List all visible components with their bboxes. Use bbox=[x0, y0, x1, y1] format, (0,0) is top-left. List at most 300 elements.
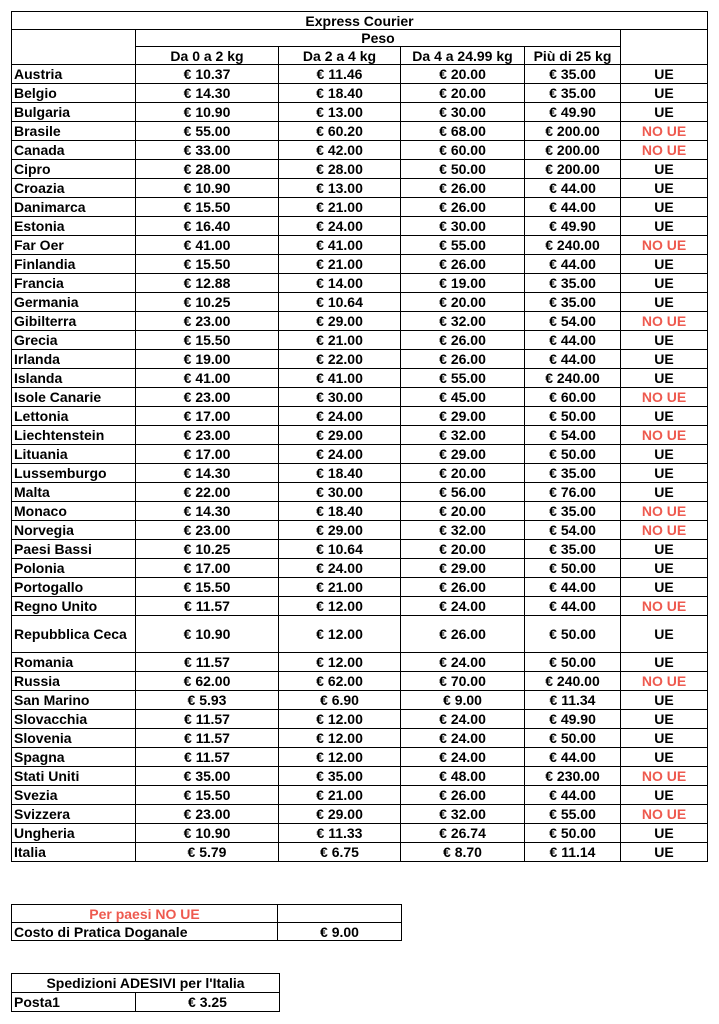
price-0-2kg-cell: € 10.37 bbox=[136, 65, 279, 84]
country-cell: Slovacchia bbox=[12, 710, 136, 729]
sticker-shipping-table bbox=[11, 973, 280, 1012]
price-over-25kg-cell: € 76.00 bbox=[525, 483, 621, 502]
country-header-blank bbox=[12, 30, 136, 65]
price-4-25kg-cell: € 29.00 bbox=[401, 559, 525, 578]
table-row bbox=[12, 255, 708, 274]
price-2-4kg-cell: € 6.75 bbox=[279, 843, 401, 862]
price-4-25kg-cell: € 9.00 bbox=[401, 691, 525, 710]
price-0-2kg-cell: € 22.00 bbox=[136, 483, 279, 502]
country-cell: Paesi Bassi bbox=[12, 540, 136, 559]
customs-value: € 9.00 bbox=[278, 923, 402, 941]
price-over-25kg-cell: € 44.00 bbox=[525, 350, 621, 369]
table-row bbox=[12, 445, 708, 464]
price-over-25kg-cell: € 49.90 bbox=[525, 103, 621, 122]
table-row bbox=[12, 160, 708, 179]
table-row bbox=[12, 198, 708, 217]
zone-cell: UE bbox=[621, 691, 708, 710]
country-cell: Italia bbox=[12, 843, 136, 862]
price-2-4kg-cell: € 18.40 bbox=[279, 502, 401, 521]
price-over-25kg-cell: € 35.00 bbox=[525, 293, 621, 312]
price-2-4kg-cell: € 29.00 bbox=[279, 426, 401, 445]
table-row bbox=[12, 767, 708, 786]
table-row bbox=[12, 559, 708, 578]
table-row bbox=[12, 426, 708, 445]
stickers-value: € 3.25 bbox=[136, 993, 280, 1012]
zone-cell: NO UE bbox=[621, 767, 708, 786]
table-row bbox=[12, 483, 708, 502]
price-4-25kg-cell: € 26.00 bbox=[401, 198, 525, 217]
price-4-25kg-cell: € 26.00 bbox=[401, 255, 525, 274]
price-2-4kg-cell: € 12.00 bbox=[279, 710, 401, 729]
price-4-25kg-cell: € 26.00 bbox=[401, 578, 525, 597]
price-over-25kg-cell: € 50.00 bbox=[525, 559, 621, 578]
price-over-25kg-cell: € 55.00 bbox=[525, 805, 621, 824]
price-over-25kg-cell: € 200.00 bbox=[525, 141, 621, 160]
price-2-4kg-cell: € 14.00 bbox=[279, 274, 401, 293]
table-row bbox=[12, 84, 708, 103]
table-row bbox=[12, 748, 708, 767]
price-2-4kg-cell: € 41.00 bbox=[279, 236, 401, 255]
price-over-25kg-cell: € 35.00 bbox=[525, 274, 621, 293]
table-row bbox=[12, 350, 708, 369]
price-over-25kg-cell: € 11.14 bbox=[525, 843, 621, 862]
table-row bbox=[12, 122, 708, 141]
country-cell: Portogallo bbox=[12, 578, 136, 597]
country-cell: Monaco bbox=[12, 502, 136, 521]
price-4-25kg-cell: € 50.00 bbox=[401, 160, 525, 179]
price-2-4kg-cell: € 24.00 bbox=[279, 217, 401, 236]
country-cell: Russia bbox=[12, 672, 136, 691]
zone-cell: UE bbox=[621, 616, 708, 653]
country-cell: Austria bbox=[12, 65, 136, 84]
country-cell: Estonia bbox=[12, 217, 136, 236]
price-2-4kg-cell: € 24.00 bbox=[279, 559, 401, 578]
price-4-25kg-cell: € 48.00 bbox=[401, 767, 525, 786]
zone-cell: UE bbox=[621, 217, 708, 236]
price-over-25kg-cell: € 44.00 bbox=[525, 179, 621, 198]
price-0-2kg-cell: € 23.00 bbox=[136, 312, 279, 331]
zone-cell: UE bbox=[621, 748, 708, 767]
price-over-25kg-cell: € 44.00 bbox=[525, 578, 621, 597]
price-2-4kg-cell: € 11.46 bbox=[279, 65, 401, 84]
zone-cell: UE bbox=[621, 653, 708, 672]
price-2-4kg-cell: € 42.00 bbox=[279, 141, 401, 160]
zone-cell: NO UE bbox=[621, 502, 708, 521]
price-0-2kg-cell: € 10.25 bbox=[136, 293, 279, 312]
table-row bbox=[12, 293, 708, 312]
price-4-25kg-cell: € 20.00 bbox=[401, 84, 525, 103]
table-row bbox=[12, 843, 708, 862]
price-2-4kg-cell: € 12.00 bbox=[279, 653, 401, 672]
table-row bbox=[12, 369, 708, 388]
zone-cell: UE bbox=[621, 331, 708, 350]
column-header-over-25kg: Più di 25 kg bbox=[525, 47, 621, 65]
price-4-25kg-cell: € 20.00 bbox=[401, 464, 525, 483]
zone-cell: NO UE bbox=[621, 426, 708, 445]
table-row bbox=[12, 388, 708, 407]
price-2-4kg-cell: € 29.00 bbox=[279, 521, 401, 540]
price-2-4kg-cell: € 21.00 bbox=[279, 786, 401, 805]
country-cell: Slovenia bbox=[12, 729, 136, 748]
price-0-2kg-cell: € 15.50 bbox=[136, 786, 279, 805]
zone-cell: UE bbox=[621, 369, 708, 388]
price-2-4kg-cell: € 6.90 bbox=[279, 691, 401, 710]
price-2-4kg-cell: € 41.00 bbox=[279, 369, 401, 388]
price-0-2kg-cell: € 10.25 bbox=[136, 540, 279, 559]
price-2-4kg-cell: € 24.00 bbox=[279, 407, 401, 426]
price-0-2kg-cell: € 10.90 bbox=[136, 824, 279, 843]
table-row bbox=[12, 464, 708, 483]
country-cell: Isole Canarie bbox=[12, 388, 136, 407]
price-0-2kg-cell: € 11.57 bbox=[136, 748, 279, 767]
price-0-2kg-cell: € 11.57 bbox=[136, 710, 279, 729]
table-row bbox=[12, 691, 708, 710]
price-0-2kg-cell: € 5.93 bbox=[136, 691, 279, 710]
price-2-4kg-cell: € 21.00 bbox=[279, 255, 401, 274]
zone-cell: UE bbox=[621, 824, 708, 843]
price-0-2kg-cell: € 14.30 bbox=[136, 464, 279, 483]
price-0-2kg-cell: € 12.88 bbox=[136, 274, 279, 293]
price-0-2kg-cell: € 14.30 bbox=[136, 84, 279, 103]
country-cell: Finlandia bbox=[12, 255, 136, 274]
country-cell: Spagna bbox=[12, 748, 136, 767]
price-2-4kg-cell: € 13.00 bbox=[279, 179, 401, 198]
price-over-25kg-cell: € 44.00 bbox=[525, 786, 621, 805]
zone-cell: UE bbox=[621, 786, 708, 805]
price-4-25kg-cell: € 32.00 bbox=[401, 521, 525, 540]
price-over-25kg-cell: € 50.00 bbox=[525, 729, 621, 748]
zone-cell: NO UE bbox=[621, 388, 708, 407]
price-4-25kg-cell: € 68.00 bbox=[401, 122, 525, 141]
zone-cell: NO UE bbox=[621, 521, 708, 540]
price-4-25kg-cell: € 26.00 bbox=[401, 786, 525, 805]
price-over-25kg-cell: € 50.00 bbox=[525, 824, 621, 843]
country-cell: Polonia bbox=[12, 559, 136, 578]
price-over-25kg-cell: € 44.00 bbox=[525, 255, 621, 274]
table-row bbox=[12, 710, 708, 729]
price-2-4kg-cell: € 28.00 bbox=[279, 160, 401, 179]
country-cell: Danimarca bbox=[12, 198, 136, 217]
country-cell: Lussemburgo bbox=[12, 464, 136, 483]
table-row bbox=[12, 274, 708, 293]
price-0-2kg-cell: € 11.57 bbox=[136, 597, 279, 616]
price-over-25kg-cell: € 49.90 bbox=[525, 710, 621, 729]
price-4-25kg-cell: € 24.00 bbox=[401, 748, 525, 767]
express-courier-table bbox=[11, 11, 708, 862]
price-4-25kg-cell: € 26.74 bbox=[401, 824, 525, 843]
price-0-2kg-cell: € 15.50 bbox=[136, 198, 279, 217]
price-2-4kg-cell: € 24.00 bbox=[279, 445, 401, 464]
price-4-25kg-cell: € 26.00 bbox=[401, 350, 525, 369]
price-2-4kg-cell: € 30.00 bbox=[279, 483, 401, 502]
country-cell: Bulgaria bbox=[12, 103, 136, 122]
price-2-4kg-cell: € 35.00 bbox=[279, 767, 401, 786]
table-row bbox=[12, 407, 708, 426]
table-row bbox=[12, 236, 708, 255]
country-cell: Germania bbox=[12, 293, 136, 312]
country-cell: Gibilterra bbox=[12, 312, 136, 331]
country-cell: Francia bbox=[12, 274, 136, 293]
price-over-25kg-cell: € 200.00 bbox=[525, 160, 621, 179]
price-2-4kg-cell: € 11.33 bbox=[279, 824, 401, 843]
column-header-4-25kg: Da 4 a 24.99 kg bbox=[401, 47, 525, 65]
zone-cell: UE bbox=[621, 84, 708, 103]
country-cell: Lituania bbox=[12, 445, 136, 464]
price-4-25kg-cell: € 55.00 bbox=[401, 236, 525, 255]
price-over-25kg-cell: € 240.00 bbox=[525, 369, 621, 388]
price-4-25kg-cell: € 30.00 bbox=[401, 217, 525, 236]
zone-cell: NO UE bbox=[621, 312, 708, 331]
price-4-25kg-cell: € 60.00 bbox=[401, 141, 525, 160]
price-0-2kg-cell: € 23.00 bbox=[136, 426, 279, 445]
price-0-2kg-cell: € 5.79 bbox=[136, 843, 279, 862]
country-cell: Stati Uniti bbox=[12, 767, 136, 786]
price-4-25kg-cell: € 56.00 bbox=[401, 483, 525, 502]
zone-cell: UE bbox=[621, 578, 708, 597]
price-over-25kg-cell: € 35.00 bbox=[525, 84, 621, 103]
zone-cell: NO UE bbox=[621, 122, 708, 141]
price-over-25kg-cell: € 50.00 bbox=[525, 653, 621, 672]
price-2-4kg-cell: € 62.00 bbox=[279, 672, 401, 691]
country-cell: Cipro bbox=[12, 160, 136, 179]
country-cell: San Marino bbox=[12, 691, 136, 710]
table-row bbox=[12, 65, 708, 84]
table-row bbox=[12, 805, 708, 824]
stickers-label: Posta1 bbox=[12, 993, 136, 1012]
table-row bbox=[12, 578, 708, 597]
price-0-2kg-cell: € 10.90 bbox=[136, 103, 279, 122]
country-cell: Croazia bbox=[12, 179, 136, 198]
price-over-25kg-cell: € 50.00 bbox=[525, 616, 621, 653]
zone-cell: UE bbox=[621, 559, 708, 578]
price-2-4kg-cell: € 29.00 bbox=[279, 312, 401, 331]
price-4-25kg-cell: € 24.00 bbox=[401, 597, 525, 616]
country-cell: Brasile bbox=[12, 122, 136, 141]
price-over-25kg-cell: € 44.00 bbox=[525, 597, 621, 616]
price-0-2kg-cell: € 33.00 bbox=[136, 141, 279, 160]
country-cell: Svezia bbox=[12, 786, 136, 805]
table-title: Express Courier bbox=[12, 12, 708, 30]
table-row bbox=[12, 217, 708, 236]
price-4-25kg-cell: € 32.00 bbox=[401, 426, 525, 445]
country-cell: Irlanda bbox=[12, 350, 136, 369]
price-2-4kg-cell: € 18.40 bbox=[279, 464, 401, 483]
price-over-25kg-cell: € 230.00 bbox=[525, 767, 621, 786]
price-2-4kg-cell: € 22.00 bbox=[279, 350, 401, 369]
price-0-2kg-cell: € 62.00 bbox=[136, 672, 279, 691]
country-cell: Repubblica Ceca bbox=[12, 616, 136, 653]
country-cell: Belgio bbox=[12, 84, 136, 103]
price-over-25kg-cell: € 11.34 bbox=[525, 691, 621, 710]
price-0-2kg-cell: € 15.50 bbox=[136, 331, 279, 350]
price-4-25kg-cell: € 26.00 bbox=[401, 179, 525, 198]
price-2-4kg-cell: € 10.64 bbox=[279, 293, 401, 312]
price-0-2kg-cell: € 35.00 bbox=[136, 767, 279, 786]
price-over-25kg-cell: € 49.90 bbox=[525, 217, 621, 236]
price-4-25kg-cell: € 20.00 bbox=[401, 540, 525, 559]
price-4-25kg-cell: € 19.00 bbox=[401, 274, 525, 293]
price-2-4kg-cell: € 21.00 bbox=[279, 198, 401, 217]
price-over-25kg-cell: € 200.00 bbox=[525, 122, 621, 141]
price-4-25kg-cell: € 29.00 bbox=[401, 445, 525, 464]
customs-fee-table bbox=[11, 904, 402, 941]
zone-cell: UE bbox=[621, 255, 708, 274]
price-4-25kg-cell: € 70.00 bbox=[401, 672, 525, 691]
price-0-2kg-cell: € 19.00 bbox=[136, 350, 279, 369]
price-0-2kg-cell: € 14.30 bbox=[136, 502, 279, 521]
price-over-25kg-cell: € 50.00 bbox=[525, 445, 621, 464]
price-2-4kg-cell: € 12.00 bbox=[279, 748, 401, 767]
table-row bbox=[12, 312, 708, 331]
zone-cell: UE bbox=[621, 198, 708, 217]
weight-header: Peso bbox=[136, 30, 621, 47]
zone-cell: UE bbox=[621, 350, 708, 369]
price-over-25kg-cell: € 60.00 bbox=[525, 388, 621, 407]
price-over-25kg-cell: € 54.00 bbox=[525, 312, 621, 331]
country-cell: Islanda bbox=[12, 369, 136, 388]
price-4-25kg-cell: € 24.00 bbox=[401, 710, 525, 729]
price-over-25kg-cell: € 54.00 bbox=[525, 426, 621, 445]
zone-cell: UE bbox=[621, 179, 708, 198]
price-0-2kg-cell: € 17.00 bbox=[136, 445, 279, 464]
price-4-25kg-cell: € 26.00 bbox=[401, 616, 525, 653]
customs-heading: Per paesi NO UE bbox=[12, 905, 278, 923]
price-4-25kg-cell: € 20.00 bbox=[401, 502, 525, 521]
table-row bbox=[12, 786, 708, 805]
price-0-2kg-cell: € 11.57 bbox=[136, 729, 279, 748]
price-0-2kg-cell: € 41.00 bbox=[136, 236, 279, 255]
price-4-25kg-cell: € 20.00 bbox=[401, 293, 525, 312]
zone-cell: NO UE bbox=[621, 672, 708, 691]
zone-cell: UE bbox=[621, 464, 708, 483]
zone-cell: NO UE bbox=[621, 141, 708, 160]
zone-cell: NO UE bbox=[621, 236, 708, 255]
column-header-0-2kg: Da 0 a 2 kg bbox=[136, 47, 279, 65]
table-row bbox=[12, 597, 708, 616]
price-0-2kg-cell: € 23.00 bbox=[136, 388, 279, 407]
zone-cell: UE bbox=[621, 445, 708, 464]
price-2-4kg-cell: € 29.00 bbox=[279, 805, 401, 824]
price-2-4kg-cell: € 12.00 bbox=[279, 616, 401, 653]
zone-header-blank bbox=[621, 30, 708, 65]
table-row bbox=[12, 729, 708, 748]
zone-cell: NO UE bbox=[621, 805, 708, 824]
customs-heading-blank bbox=[278, 905, 402, 923]
table-row bbox=[12, 502, 708, 521]
country-cell: Grecia bbox=[12, 331, 136, 350]
price-4-25kg-cell: € 32.00 bbox=[401, 312, 525, 331]
zone-cell: NO UE bbox=[621, 597, 708, 616]
table-row bbox=[12, 521, 708, 540]
zone-cell: UE bbox=[621, 729, 708, 748]
price-over-25kg-cell: € 240.00 bbox=[525, 236, 621, 255]
country-cell: Regno Unito bbox=[12, 597, 136, 616]
customs-label: Costo di Pratica Doganale bbox=[12, 923, 278, 941]
price-over-25kg-cell: € 35.00 bbox=[525, 65, 621, 84]
price-2-4kg-cell: € 18.40 bbox=[279, 84, 401, 103]
price-2-4kg-cell: € 21.00 bbox=[279, 578, 401, 597]
price-4-25kg-cell: € 55.00 bbox=[401, 369, 525, 388]
price-2-4kg-cell: € 12.00 bbox=[279, 597, 401, 616]
price-0-2kg-cell: € 23.00 bbox=[136, 521, 279, 540]
country-cell: Lettonia bbox=[12, 407, 136, 426]
table-row bbox=[12, 616, 708, 653]
price-4-25kg-cell: € 30.00 bbox=[401, 103, 525, 122]
price-over-25kg-cell: € 240.00 bbox=[525, 672, 621, 691]
price-2-4kg-cell: € 10.64 bbox=[279, 540, 401, 559]
price-over-25kg-cell: € 44.00 bbox=[525, 331, 621, 350]
price-0-2kg-cell: € 55.00 bbox=[136, 122, 279, 141]
table-row bbox=[12, 331, 708, 350]
table-row bbox=[12, 179, 708, 198]
price-4-25kg-cell: € 8.70 bbox=[401, 843, 525, 862]
price-0-2kg-cell: € 15.50 bbox=[136, 578, 279, 597]
price-2-4kg-cell: € 60.20 bbox=[279, 122, 401, 141]
price-over-25kg-cell: € 35.00 bbox=[525, 464, 621, 483]
price-0-2kg-cell: € 17.00 bbox=[136, 407, 279, 426]
price-4-25kg-cell: € 32.00 bbox=[401, 805, 525, 824]
table-row bbox=[12, 103, 708, 122]
price-over-25kg-cell: € 35.00 bbox=[525, 540, 621, 559]
zone-cell: UE bbox=[621, 293, 708, 312]
price-0-2kg-cell: € 11.57 bbox=[136, 653, 279, 672]
price-0-2kg-cell: € 17.00 bbox=[136, 559, 279, 578]
column-header-2-4kg: Da 2 a 4 kg bbox=[279, 47, 401, 65]
price-4-25kg-cell: € 29.00 bbox=[401, 407, 525, 426]
price-4-25kg-cell: € 45.00 bbox=[401, 388, 525, 407]
price-0-2kg-cell: € 15.50 bbox=[136, 255, 279, 274]
price-over-25kg-cell: € 50.00 bbox=[525, 407, 621, 426]
price-0-2kg-cell: € 16.40 bbox=[136, 217, 279, 236]
price-0-2kg-cell: € 10.90 bbox=[136, 616, 279, 653]
table-row bbox=[12, 824, 708, 843]
price-0-2kg-cell: € 23.00 bbox=[136, 805, 279, 824]
zone-cell: UE bbox=[621, 540, 708, 559]
price-0-2kg-cell: € 10.90 bbox=[136, 179, 279, 198]
zone-cell: UE bbox=[621, 274, 708, 293]
price-4-25kg-cell: € 24.00 bbox=[401, 729, 525, 748]
country-cell: Canada bbox=[12, 141, 136, 160]
price-4-25kg-cell: € 26.00 bbox=[401, 331, 525, 350]
table-row bbox=[12, 141, 708, 160]
table-row bbox=[12, 540, 708, 559]
price-0-2kg-cell: € 28.00 bbox=[136, 160, 279, 179]
zone-cell: UE bbox=[621, 160, 708, 179]
country-cell: Norvegia bbox=[12, 521, 136, 540]
price-2-4kg-cell: € 12.00 bbox=[279, 729, 401, 748]
price-2-4kg-cell: € 21.00 bbox=[279, 331, 401, 350]
price-over-25kg-cell: € 54.00 bbox=[525, 521, 621, 540]
price-2-4kg-cell: € 13.00 bbox=[279, 103, 401, 122]
country-cell: Malta bbox=[12, 483, 136, 502]
country-cell: Svizzera bbox=[12, 805, 136, 824]
table-row bbox=[12, 653, 708, 672]
zone-cell: UE bbox=[621, 843, 708, 862]
price-2-4kg-cell: € 30.00 bbox=[279, 388, 401, 407]
zone-cell: UE bbox=[621, 710, 708, 729]
stickers-heading: Spedizioni ADESIVI per l'Italia bbox=[12, 974, 280, 993]
price-over-25kg-cell: € 44.00 bbox=[525, 748, 621, 767]
country-cell: Liechtenstein bbox=[12, 426, 136, 445]
country-cell: Ungheria bbox=[12, 824, 136, 843]
zone-cell: UE bbox=[621, 65, 708, 84]
zone-cell: UE bbox=[621, 407, 708, 426]
zone-cell: UE bbox=[621, 483, 708, 502]
price-over-25kg-cell: € 35.00 bbox=[525, 502, 621, 521]
zone-cell: UE bbox=[621, 103, 708, 122]
country-cell: Far Oer bbox=[12, 236, 136, 255]
price-over-25kg-cell: € 44.00 bbox=[525, 198, 621, 217]
